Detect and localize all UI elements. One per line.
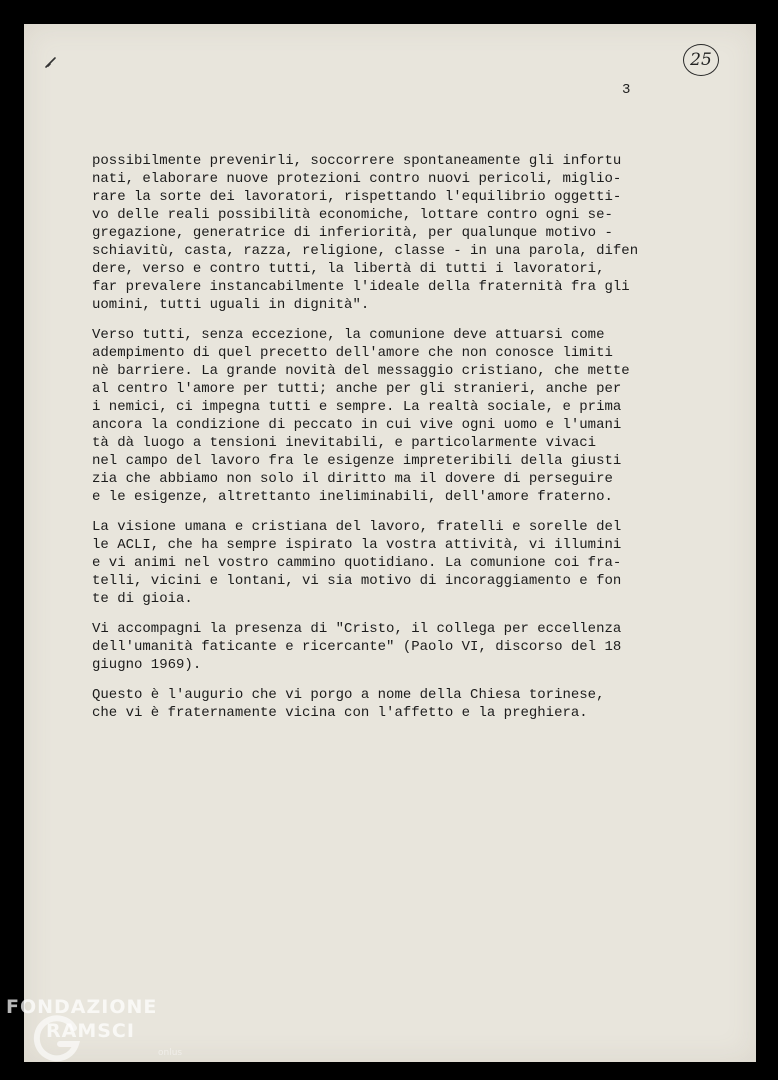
text-line: gregazione, generatrice di inferiorità, per qualunque motivo - [92,225,613,241]
letter-body [92,152,692,734]
text-line: Verso tutti, senza eccezione, la comunione deve attuarsi come [92,327,605,343]
text-line: che vi è fraternamente vicina con l'affetto e la preghiera. [92,705,588,721]
text-line: e le esigenze, altrettanto ineliminabili, dell'amore fraterno. [92,489,613,505]
text-line: possibilmente prevenirli, soccorrere spontaneamente gli infortu [92,153,622,169]
text-line: telli, vicini e lontani, vi sia motivo di incoraggiamento e fon [92,573,622,589]
document-page [24,24,756,1062]
text-line: La visione umana e cristiana del lavoro, fratelli e sorelle del [92,519,622,535]
text-line: vo delle reali possibilità economiche, lottare contro ogni se- [92,207,613,223]
paragraph-2 [92,326,692,506]
text-line: dell'umanità faticante e ricercante" (Paolo VI, discorso del 18 [92,639,622,655]
paragraph-4 [92,620,692,674]
text-line: giugno 1969). [92,657,202,673]
text-line: Vi accompagni la presenza di "Cristo, il collega per eccellenza [92,621,622,637]
text-line: te di gioia. [92,591,193,607]
archive-number: 25 [683,44,719,76]
text-line: adempimento di quel precetto dell'amore che non conosce limiti [92,345,613,361]
text-line: rare la sorte dei lavoratori, rispettando l'equilibrio oggetti- [92,189,622,205]
text-line: nel campo del lavoro fra le esigenze impreteribili della giusti [92,453,622,469]
text-line: ancora la condizione di peccato in cui vive ogni uomo e l'umani [92,417,622,433]
text-line: i nemici, ci impegna tutti e sempre. La realtà sociale, e prima [92,399,622,415]
watermark-line-2: RAMSCI [46,1020,135,1042]
paragraph-3 [92,518,692,608]
text-line: nè barriere. La grande novità del messaggio cristiano, che mette [92,363,630,379]
text-line: uomini, tutti uguali in dignità". [92,297,370,313]
text-line: far prevalere instancabilmente l'ideale della fraternità fra gli [92,279,630,295]
text-line: le ACLI, che ha sempre ispirato la vostra attività, vi illumini [92,537,622,553]
paragraph-1 [92,152,692,314]
watermark-small: onlus [158,1048,183,1058]
watermark-line-1: FONDAZIONE [6,996,158,1018]
text-line: Questo è l'augurio che vi porgo a nome della Chiesa torinese, [92,687,605,703]
text-line: e vi animi nel vostro cammino quotidiano. La comunione coi fra- [92,555,622,571]
text-line: al centro l'amore per tutti; anche per gli stranieri, anche per [92,381,622,397]
paragraph-5 [92,686,692,722]
text-line: zia che abbiamo non solo il diritto ma il dovere di perseguire [92,471,613,487]
page-number: 3 [622,82,631,98]
text-line: schiavitù, casta, razza, religione, classe - in una parola, difen [92,243,639,259]
pen-mark-icon [44,54,60,70]
text-line: nati, elaborare nuove protezioni contro nuovi pericoli, miglio- [92,171,622,187]
text-line: dere, verso e contro tutti, la libertà di tutti i lavoratori, [92,261,605,277]
text-line: tà dà luogo a tensioni inevitabili, e particolarmente vivaci [92,435,597,451]
